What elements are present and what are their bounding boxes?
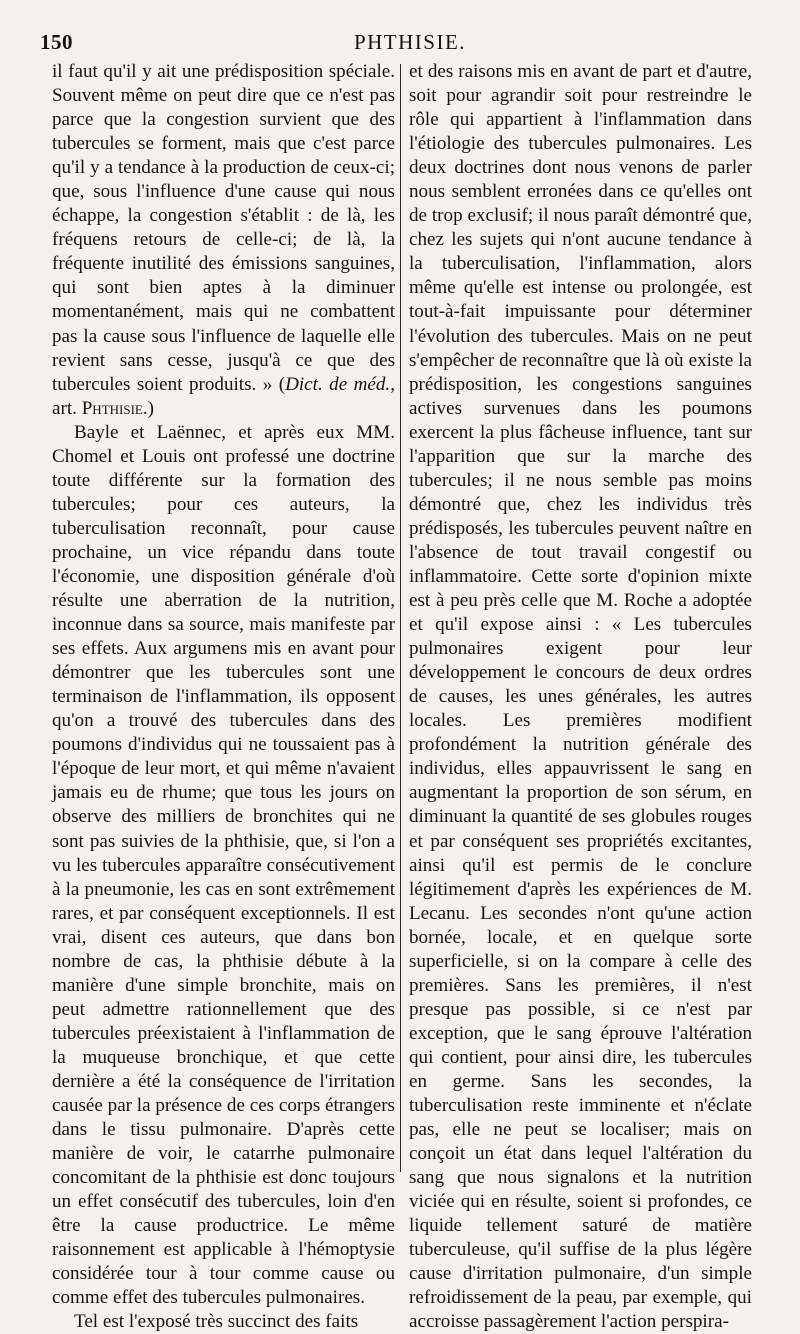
paragraph-1-text: il faut qu'il y ait une prédisposition spéciale. Souvent même on peut dire que ce n'est pas parce que la congestion survient que des tubercules se forment, mais que c'est parce qu'il y a tendance à la production de ceux-ci; que, sous l'influence d'une cause qui nous échappe, la congestion s'établit : de là, les fréquens retours de celle-ci; de là, la fréquente inutilité des émissions sanguines, qui sont bien aptes à la diminuer momentanément, mais qui ne combattent pas la cause sous l'influence de laquelle elle revient sans cesse, jusqu'à ce que des tubercules soient produits. » ( xyxy=(52,61,395,395)
page-header xyxy=(40,30,780,60)
paragraph-3-continued: et des raisons mis en avant de part et d'autre, soit pour agrandir soit pour restreindre le rôle qui appartient à l'inflammation dans l'étiologie des tubercules pulmonaires. Les deux doctrines dont nous venons de parler nous semblent erronées dans ce qu'elles ont de trop exclusif; il nous paraît démontré que, chez les sujets qui n'ont aucune tendance à la tuberculisation, l'inflammation, alors même qu'elle est intense ou prolongée, est tout-à-fait impuissante pour déterminer l'évolution des tubercules. Mais on ne peut s'empêcher de reconnaître que là où existe la prédisposition, les congestions sanguines actives survenues dans les poumons exercent la plus fâcheuse influence, tant sur l'apparition que sur la marche des tubercules; il ne nous semble pas moins démontré que, chez les individus très prédisposés, les tubercules peuvent naître en l'absence de tout travail congestif ou inflammatoire. Cette sorte d'opinion mixte est à peu près celle que M. Roche a adoptée et qu'il expose ainsi : « Les tubercules pulmonaires exigent pour leur développement le concours de deux ordres de causes, les unes générales, les autres locales. Les premières modifient profondément la nutrition générale des individus, elles appauvrissent le sang en augmentant la proportion de son sérum, en diminuant la quantité de ses globules rouges et par conséquent ses propriétés excitantes, ainsi qu'il est permis de le conclure légitimement d'après les expériences de M. Lecanu. Les secondes n'ont qu'une action bornée, locale, et en quelque sorte superficielle, si on la compare à celle des premières. Sans les premières, il n'est presque pas possible, si ce n'est par exception, que le sang éprouve l'altération qui contient, pour ainsi dire, les tubercules en germe. Sans les secondes, la tuberculisation reste imminente et n'éclate pas, elle ne peut se localiser; mais on conçoit un état dans lequel l'altération du sang que nous signalons et la nutrition viciée qui en résulte, soient si profondes, ce liquide tellement saturé de matière tuberculeuse, qu'il suffise de la plus légère cause d'irritation pulmonaire, d'un simple refroidissement de la peau, par exemple, qui accroisse passagèrement l'action perspira- xyxy=(409,61,752,1333)
paragraph-3-start: Tel est l'exposé très succinct des faits xyxy=(74,1311,359,1333)
right-column xyxy=(409,60,752,1334)
page-number: 150 xyxy=(40,30,73,54)
citation-word: Phthisie xyxy=(81,397,143,419)
citation-end: .) xyxy=(142,397,154,419)
column-divider xyxy=(400,64,401,1172)
citation-art: , art. xyxy=(52,373,395,419)
citation-title: Dict. de méd. xyxy=(285,373,391,395)
paragraph-1 xyxy=(52,60,395,421)
running-title: PHTHISIE. xyxy=(353,30,467,54)
paragraph-2: Bayle et Laënnec, et après eux MM. Chomel et Louis ont professé une doctrine toute différente sur la formation des tubercules; pour ces auteurs, la tuberculisation reconnaît, pour cause prochaine, un vice répandu dans toute l'économie, une disposition générale d'où résulte une aberration de la nutrition, inconnue dans sa source, mais manifeste par ses effets. Aux argumens mis en avant pour démontrer que les tubercules sont une terminaison de l'inflammation, ils opposent qu'on a trouvé des tubercules dans des poumons d'individus qui ne toussaient pas à l'époque de leur mort, et qui même n'avaient jamais eu de rhume; que tous les jours on observe des milliers de bronchites qui ne sont pas suivies de la phthisie, que, si l'on a vu les tubercules apparaître consécutivement à la pneumonie, les cas en sont extrêmement rares, et par conséquent exceptionnels. Il est vrai, disent ces auteurs, que dans bon nombre de cas, la phthisie débute à la manière d'une simple bronchite, mais on peut admettre rationnellement que des tubercules préexistaient à l'inflammation de la muqueuse bronchique, et que cette dernière a été la conséquence de l'irritation causée par la présence de ces corps étrangers dans le tissu pulmonaire. D'après cette manière de voir, le catarrhe pulmonaire concomitant de la phthisie est donc toujours un effet consécutif des tubercules, loin d'en être la cause productrice. Le même raisonnement est applicable à l'hémoptysie considérée tour à tour comme cause ou comme effet des tubercules pulmonaires. xyxy=(52,421,395,1309)
left-column xyxy=(52,60,395,1334)
